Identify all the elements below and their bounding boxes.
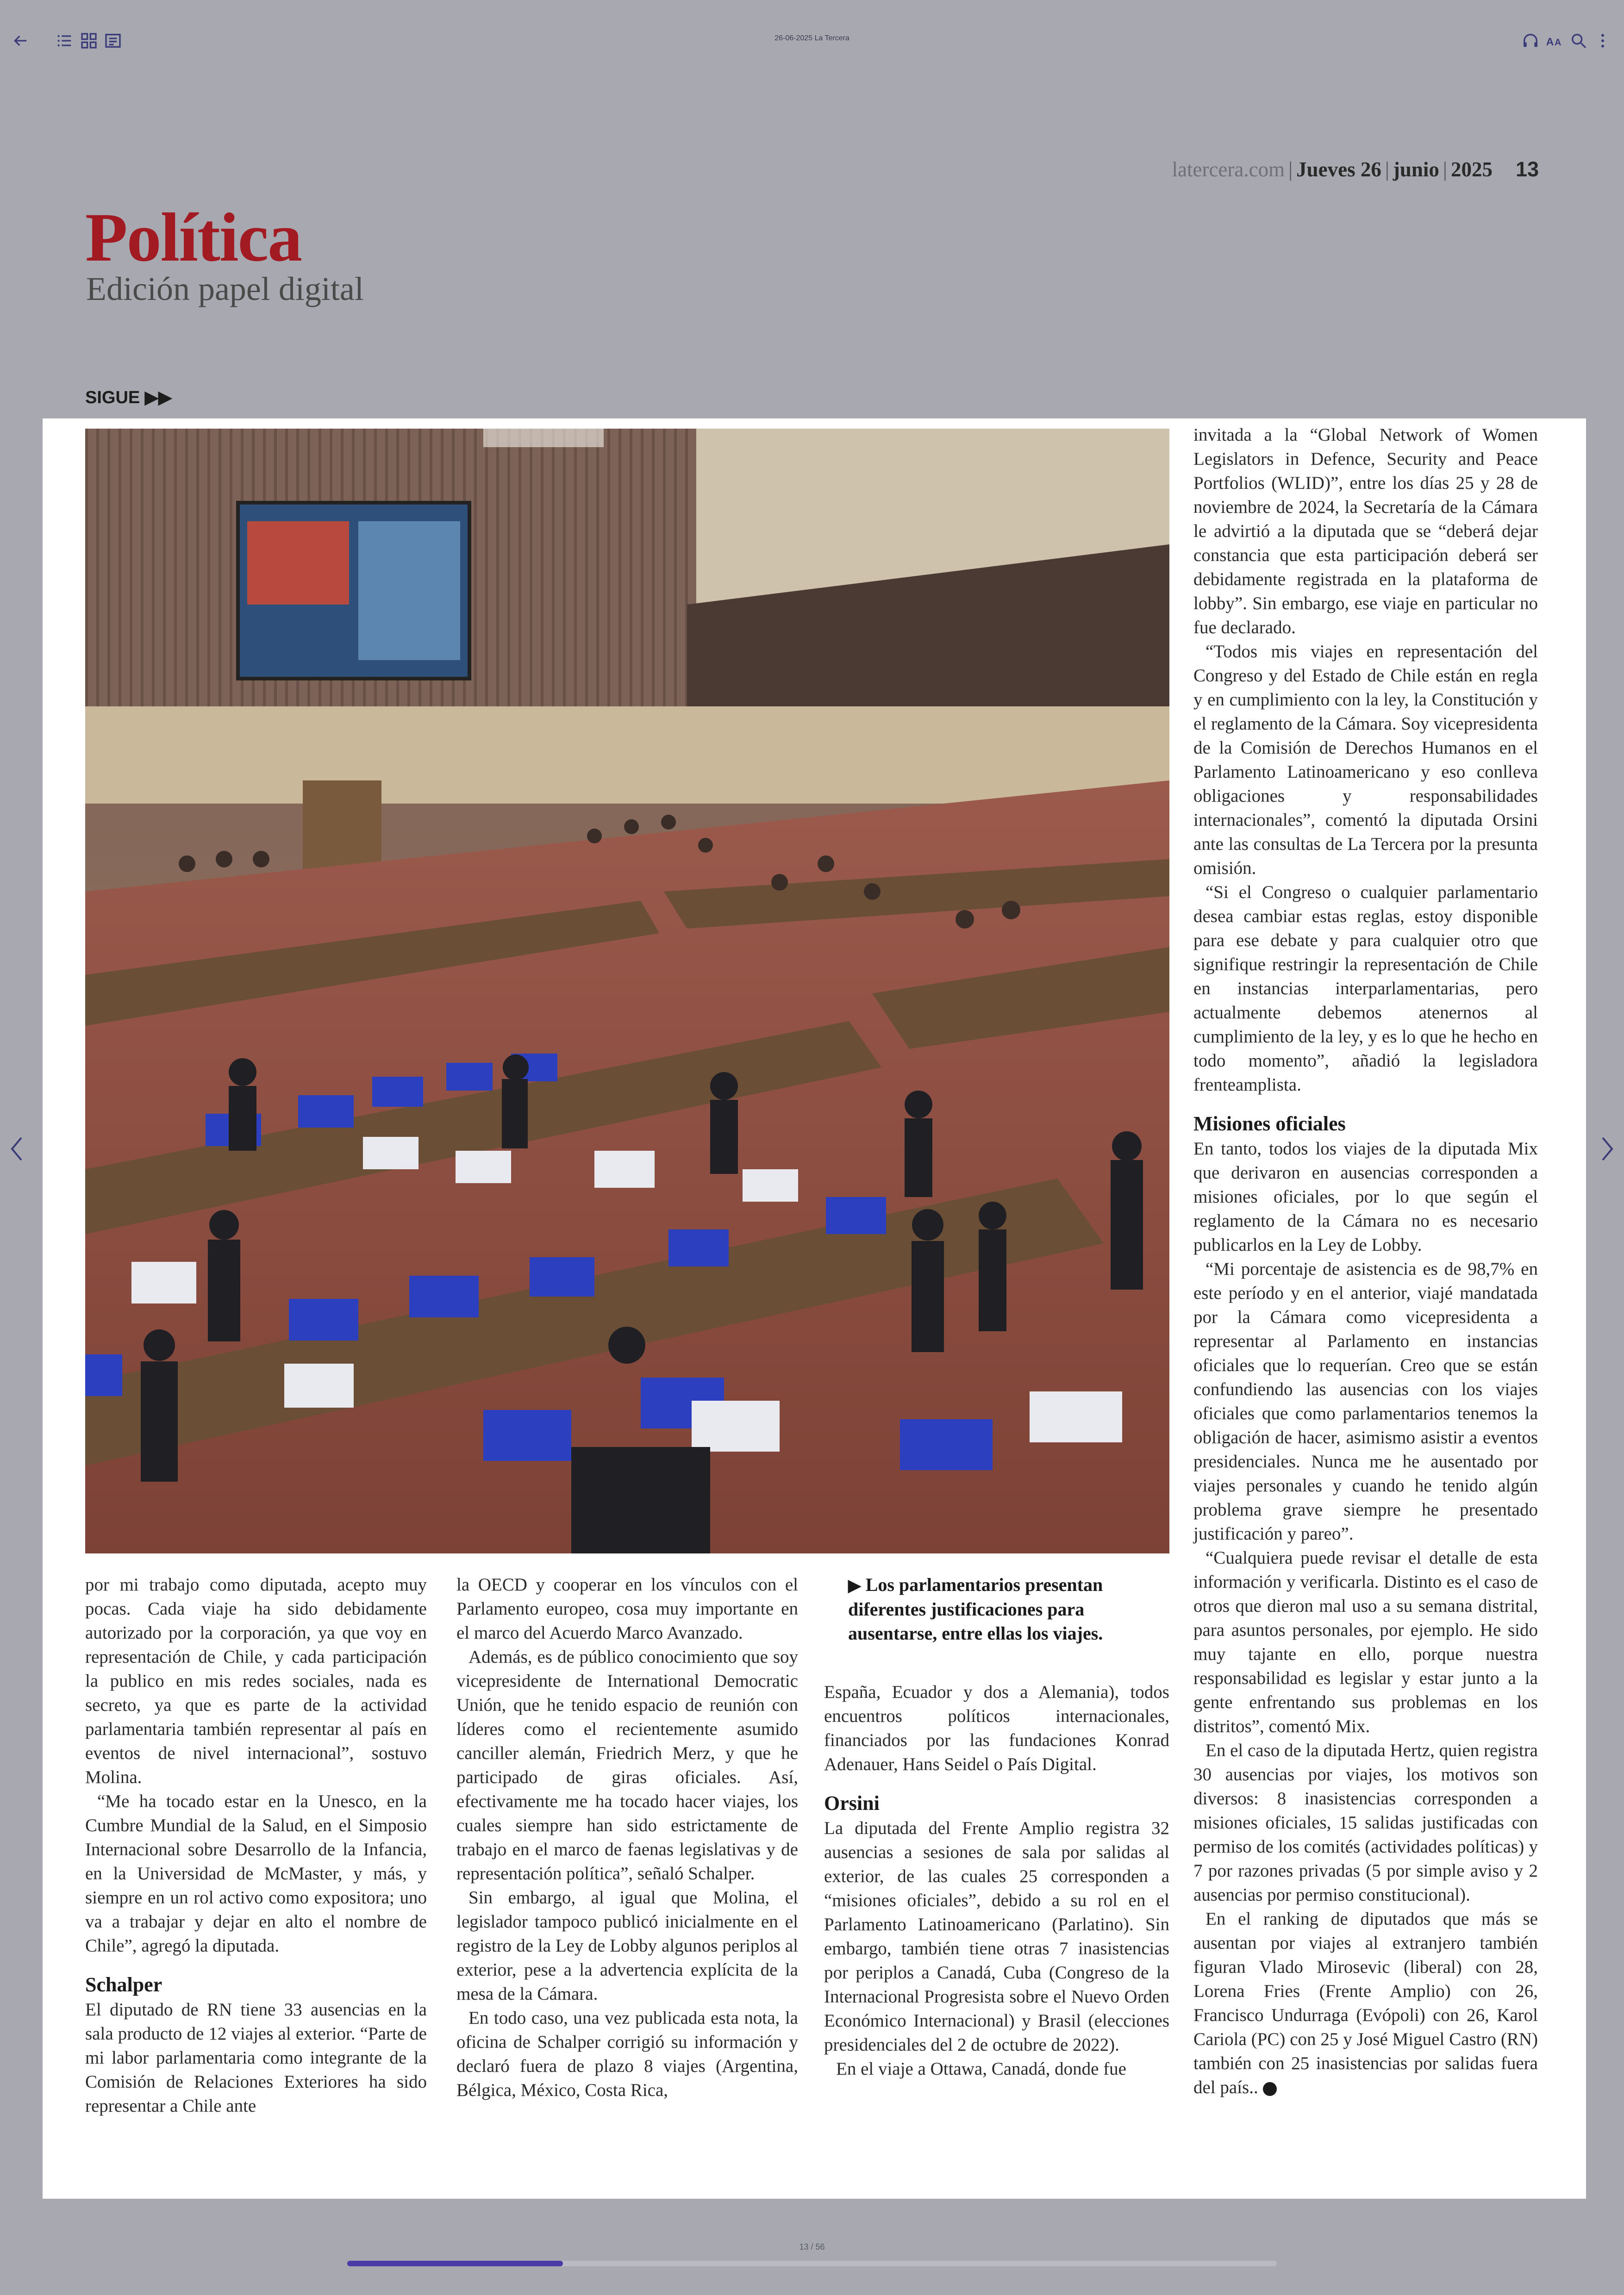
text-size-icon[interactable] xyxy=(1542,28,1568,54)
article-column-4 xyxy=(1193,423,1538,2100)
page-progress-fill xyxy=(347,2261,563,2266)
paragraph: Además, es de público conocimiento que soy vicepresidente de International Democratic Unión, que he tenido espacio de reunión con líderes como el recientemente asumido canciller alemán, Friedrich Merz, y que he participado de giras oficiales. Así, efectivamente me ha tocado hacer viajes, los cuales siempre han sido estrictamente de trabajo en el marco de faenas legislativas y de representación política”, señaló Schalper. xyxy=(456,1647,798,1883)
site-name: latercera.com xyxy=(1172,158,1285,181)
page-number: 13 xyxy=(1515,157,1539,181)
subheading: Orsini xyxy=(824,1792,880,1815)
page-counter: 13 / 56 xyxy=(799,2242,825,2251)
month: junio xyxy=(1393,158,1439,181)
search-icon[interactable] xyxy=(1566,28,1592,54)
article-column-3 xyxy=(824,1680,1169,2081)
caption-text: Los parlamentarios presentan diferentes justificaciones para ausentarse, entre ellas los viajes. xyxy=(848,1574,1103,1644)
end-of-article-icon xyxy=(1263,2082,1277,2096)
caption-triangle-icon: ▶ xyxy=(848,1576,861,1595)
paragraph: En todo caso, una vez publicada esta nota, la oficina de Schalper corrigió su información y declaró fuera de plazo 8 viajes (Argentina, Bélgica, México, Costa Rica, xyxy=(456,2008,798,2100)
paragraph: “Me ha tocado estar en la Unesco, en la Cumbre Mundial de la Salud, en el Simposio Internacional sobre Desarrollo de la Infancia, en la Universidad de McMaster, y más, y siempre en un rol activo como expositora; uno va a trabajar y dejar en alto el nombre de Chile”, agregó la diputada. xyxy=(85,1791,427,1956)
paragraph: “Todos mis viajes en representación del Congreso y del Estado de Chile están en regla y en cumplimiento con la ley, la Constitución y el reglamento de la Cámara. Soy vicepresidenta de la Comisión de Derechos Humanos en el Parlamento Latinoamericano y eso conlleva obligaciones y responsabilidades internacionales”, comentó la diputada Orsini ante las consultas de La Tercera por la presunta omisión. xyxy=(1193,642,1538,878)
paragraph: la OECD y cooperar en los vínculos con el Parlamento europeo, cosa muy importante en el marco del Acuerdo Marco Avanzado. xyxy=(456,1575,798,1643)
paragraph: Sin embargo, al igual que Molina, el legislador tampoco publicó inicialmente en el registro de la Ley de Lobby algunos periplos al exterior, pese a la advertencia explícita de la mesa de la Cámara. xyxy=(456,1888,798,2004)
year: 2025 xyxy=(1450,158,1493,181)
paragraph: “Si el Congreso o cualquier parlamentario desea cambiar estas reglas, estoy disponible para ese debate y para cualquier otro que signifique restringir la representación de Chile en instancias interparlamentarias, pero actualmente debemos atenernos al cumplimiento de la ley, y es lo que he hecho en todo momento”, añadió la legisladora frenteamplista. xyxy=(1193,882,1538,1095)
paragraph: “Mi porcentaje de asistencia es de 98,7% en este período y en el anterior, viajé mandatada por la Cámara como vicepresidenta a representar al Parlamento en instancias oficiales que lo requerían. Creo que se están confundiendo las ausencias con los viajes oficiales que como parlamentarios tenemos la obligación de hacer, asimismo asistir a eventos presidenciales. Nunca me he ausentado por viajes personales y cuando he tenido algún problema grave siempre he presentado justificación y pareo”. xyxy=(1193,1259,1538,1544)
next-page-icon[interactable] xyxy=(1594,1132,1620,1166)
article-column-1 xyxy=(85,1573,427,2118)
section-title: Política xyxy=(85,199,302,276)
headphones-icon[interactable] xyxy=(1518,28,1543,54)
previous-page-icon[interactable] xyxy=(4,1132,30,1166)
paragraph: En el ranking de diputados que más se ausentan por viajes al extranjero también figuran Vlado Mirosevic (liberal) con 28, Lorena Fries (Frente Amplio) con 26, Francisco Undurraga (Evópoli) con 26, Karol Cariola (PC) con 25 y José Miguel Castro (RN) también con 25 inasistencias por salidas fuera del país.. xyxy=(1193,1909,1538,2097)
weekday: Jueves 26 xyxy=(1296,158,1381,181)
paragraph: España, Ecuador y dos a Alemania), todos encuentros políticos internacionales, financiados por las fundaciones Konrad Adenauer, Hans Seidel o País Digital. xyxy=(824,1682,1169,1774)
paragraph: En el viaje a Ottawa, Canadá, donde fue xyxy=(836,2059,1126,2079)
chamber-photo xyxy=(85,429,1169,1553)
document-title: 26-06-2025 La Tercera xyxy=(775,34,849,42)
svg-text:A: A xyxy=(1546,36,1554,48)
paragraph: “Cualquiera puede revisar el detalle de esta información y verificarla. Distinto es el caso de otros que dieron mal uso a su semana distrital, para asuntos personales, por ejemplo. He sido muy tajante en ello, porque nuestra responsabilidad es legislar y estar junto a la gente enfrentando sus problemas en los distritos”, comentó Mix. xyxy=(1193,1548,1538,1736)
svg-text:A: A xyxy=(1555,37,1562,48)
article-page xyxy=(43,418,1586,2199)
reader-toolbar xyxy=(0,0,1624,83)
paragraph: En tanto, todos los viajes de la diputada Mix que derivaron en ausencias corresponden a misiones oficiales, por lo que según el reglamento de la Cámara no es necesario publicarlos en la Ley de Lobby. xyxy=(1193,1139,1538,1255)
page-progress-track[interactable] xyxy=(347,2261,1277,2266)
paragraph: El diputado de RN tiene 33 ausencias en la sala producto de 12 viajes al exterior. “Parte de mi labor parlamentaria como integrante de la Comisión de Relaciones Exteriores ha sido representar a Chile ante xyxy=(85,2000,427,2116)
subheading: Schalper xyxy=(85,1973,162,1996)
paragraph: por mi trabajo como diputada, acepto muy pocas. Cada viaje ha sido debidamente autorizado por la corporación, ya que voy en representación de Chile, y cada participación la publico en mis redes sociales, nada es secreto, ya que es parte de la actividad parlamentaria también representar al país en eventos de nivel internacional”, sostuvo Molina. xyxy=(85,1575,427,1787)
paragraph: La diputada del Frente Amplio registra 32 ausencias a sesiones de sala por salidas al exterior, de las cuales 25 corresponden a “misiones oficiales”, debido a su rol en el Parlamento Latinoamericano (Parlatino). Sin embargo, también tiene otras 7 inasistencias por periplos a Canadá, Cuba (Congreso de la Internacional Progresista sobre el Nuevo Orden Económico Internacional) y Brasil (elecciones presidenciales del 2 de octubre de 2022). xyxy=(824,1818,1169,2055)
paragraph: En el caso de la diputada Hertz, quien registra 30 ausencias por viajes, los motivos son diversos: 8 inasistencias corresponden a misiones oficiales, 15 salidas justificadas con permiso de los comités (actividades políticas) y 7 por razones privadas (5 por simple aviso y 2 ausencias por permiso constitucional). xyxy=(1193,1740,1538,1905)
continues-label: SIGUE ▶▶ xyxy=(85,388,172,407)
more-options-icon[interactable] xyxy=(1590,28,1616,54)
subheading: Misiones oficiales xyxy=(1193,1112,1346,1135)
section-subtitle: Edición papel digital xyxy=(86,270,364,307)
photo-caption xyxy=(848,1573,1169,1646)
paragraph: invitada a la “Global Network of Women Legislators in Defence, Security and Peace Portfolios (WLID)”, entre los días 25 y 28 de noviembre de 2024, la Secretaría de la Cámara le advirtió a la diputada que se “deberá dejar constancia que esta participación deberá ser debidamente registrada en la plataforma de lobby”. Sin embargo, ese viaje en particular no fue declarado. xyxy=(1193,425,1538,637)
article-column-2 xyxy=(456,1573,798,2102)
dateline: latercera.com | Jueves 26 | junio | 2025 13 xyxy=(1172,157,1539,181)
